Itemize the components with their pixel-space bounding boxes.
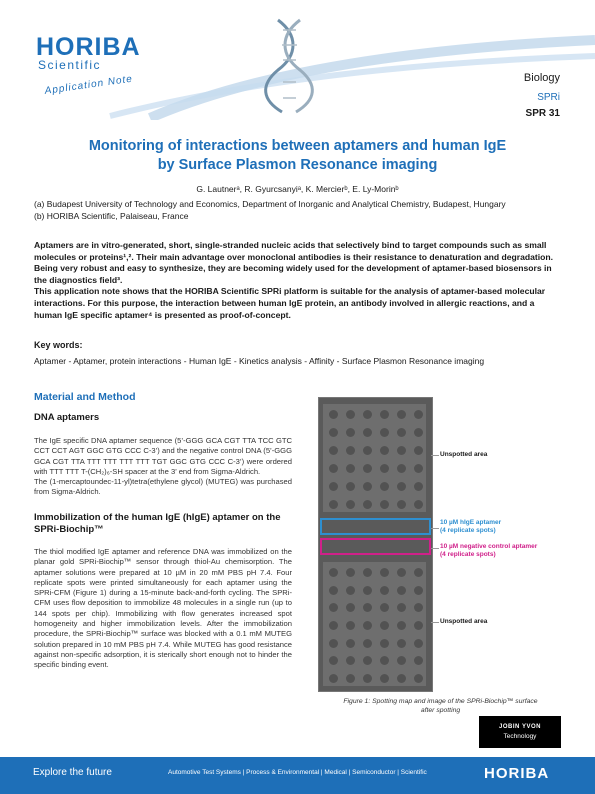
chip-spot xyxy=(414,482,423,491)
figure-caption xyxy=(318,697,563,715)
chip-spot xyxy=(346,446,355,455)
leader-line-control xyxy=(431,548,439,549)
subcategory-label: SPRi xyxy=(537,92,560,103)
label-control-line-1: 10 µM negative control aptamer xyxy=(440,543,538,550)
footer-tagline: Explore the future xyxy=(33,767,112,778)
chip-spot xyxy=(363,568,372,577)
section-heading: Material and Method xyxy=(34,391,136,403)
chip-spot xyxy=(329,674,338,683)
chip-spot xyxy=(397,621,406,630)
horiba-logo-subtitle: Scientific xyxy=(38,58,102,72)
document-code: SPR 31 xyxy=(525,108,560,119)
chip-spot xyxy=(363,639,372,648)
chip-spot xyxy=(380,621,389,630)
chip-spot xyxy=(380,410,389,419)
chip-spot xyxy=(329,586,338,595)
abstract xyxy=(34,240,562,321)
label-aptamer xyxy=(440,519,501,535)
chip-spot xyxy=(397,482,406,491)
chip-spot xyxy=(346,568,355,577)
chip-spot xyxy=(329,656,338,665)
label-control xyxy=(440,543,537,559)
dna-aptamers-text xyxy=(34,436,292,498)
authors: G. Lautnerᵃ, R. Gyurcsanyiᵃ, K. Mercierᵇ, E. Ly-Morinᵇ xyxy=(196,184,399,194)
chip-spot xyxy=(329,639,338,648)
abstract-paragraph-2: This application note shows that the HORIBA Scientific SPRi platform is suitable for the analysis of aptamer-based molecular interactions. For this purpose, the interaction between human IgE protein, an antibody involved in allergic reactions, and a human IgE specific aptamer⁴ is presented as proof-of-concept. xyxy=(34,286,546,320)
leader-line-aptamer xyxy=(431,528,439,529)
chip-spot xyxy=(363,410,372,419)
document-title xyxy=(40,137,555,175)
label-aptamer-line-1: 10 µM hIgE aptamer xyxy=(440,519,502,526)
chip-spot xyxy=(414,674,423,683)
chip-spot xyxy=(380,639,389,648)
title-line-2: by Surface Plasmon Resonance imaging xyxy=(157,157,438,173)
chip-spot xyxy=(414,568,423,577)
chip-spot xyxy=(397,639,406,648)
subheading-immobilization-line-2: SPRi-Biochip™ xyxy=(34,524,104,535)
chip-spot xyxy=(380,674,389,683)
chip-spot xyxy=(346,410,355,419)
chip-spot xyxy=(414,446,423,455)
dna-aptamers-paragraph-2: The (1-mercaptoundec-11-yl)tetra(ethylene glycol) (MUTEG) was purchased from Sigma-Aldrich. xyxy=(34,477,292,497)
chip-spot xyxy=(380,500,389,509)
chip-spot xyxy=(329,464,338,473)
chip-spot xyxy=(397,500,406,509)
chip-spot xyxy=(346,586,355,595)
unspotted-area-bottom xyxy=(323,562,426,686)
label-unspotted-top: Unspotted area xyxy=(440,451,488,458)
chip-spot xyxy=(380,464,389,473)
figure-caption-line-2: after spotting xyxy=(420,707,461,714)
chip-spot xyxy=(397,446,406,455)
chip-spot xyxy=(346,464,355,473)
unspotted-area-top xyxy=(323,404,426,512)
chip-spot xyxy=(414,586,423,595)
title-line-1: Monitoring of interactions between aptamers and human IgE xyxy=(88,138,507,154)
chip-spot xyxy=(363,586,372,595)
chip-spot xyxy=(329,428,338,437)
application-note-label: Application Note xyxy=(44,73,134,97)
chip-spot xyxy=(363,464,372,473)
chip-spot xyxy=(346,428,355,437)
chip-spot xyxy=(346,656,355,665)
chip-spot xyxy=(380,603,389,612)
chip-spot xyxy=(397,428,406,437)
chip-spot xyxy=(346,639,355,648)
horiba-logo: HORIBA xyxy=(36,33,141,61)
keywords-heading: Key words: xyxy=(34,340,83,350)
dna-helix-icon xyxy=(266,20,313,112)
chip-spot xyxy=(346,674,355,683)
subheading-immobilization-line-1: Immobilization of the human IgE (hIgE) aptamer on the xyxy=(34,512,281,523)
chip-spot xyxy=(329,603,338,612)
chip-spot xyxy=(346,482,355,491)
chip-spot xyxy=(363,656,372,665)
chip-spot xyxy=(380,428,389,437)
chip-spot xyxy=(380,656,389,665)
subheading-dna-aptamers: DNA aptamers xyxy=(34,412,100,423)
affiliation-a: (a) Budapest University of Technology and Economics, Department of Inorganic and Analytical Chemistry, Budapest, Hungary xyxy=(34,199,506,209)
chip-spot xyxy=(363,603,372,612)
chip-spot xyxy=(397,656,406,665)
chip-spot xyxy=(414,500,423,509)
chip-spot xyxy=(363,446,372,455)
chip-spot xyxy=(397,568,406,577)
chip-spot xyxy=(329,482,338,491)
chip-spot xyxy=(414,603,423,612)
leader-line-bottom xyxy=(431,622,439,623)
chip-spot xyxy=(363,674,372,683)
chip-spot xyxy=(363,500,372,509)
immobilization-text xyxy=(34,547,292,671)
spri-biochip-image xyxy=(318,397,433,692)
chip-spot xyxy=(380,568,389,577)
jobin-yvon-badge xyxy=(479,716,561,748)
chip-spot xyxy=(414,621,423,630)
affiliation-b: (b) HORIBA Scientific, Palaiseau, France xyxy=(34,211,189,221)
chip-spot xyxy=(414,656,423,665)
subheading-immobilization xyxy=(34,512,292,536)
jobin-yvon-badge-line-2: Technology xyxy=(503,733,537,740)
chip-spot xyxy=(414,639,423,648)
label-control-line-2: (4 replicate spots) xyxy=(440,551,496,558)
chip-spot xyxy=(380,586,389,595)
label-unspotted-bottom: Unspotted area xyxy=(440,618,488,625)
chip-spot xyxy=(397,603,406,612)
chip-spot xyxy=(363,482,372,491)
abstract-paragraph-1: Aptamers are in vitro-generated, short, single-stranded nucleic acids that selectively bind to target compounds such as small molecules or proteins¹,². Their main advantage over monoclonal antibodies is their resistance to denaturation and degradation. Being very robust and easy to synthesize, they are becoming widely used for the development of aptamer-based biosensors in the diagnostics field³. xyxy=(34,240,554,285)
chip-spot xyxy=(380,482,389,491)
jobin-yvon-badge-line-1: JOBIN YVON xyxy=(499,724,541,730)
chip-spot xyxy=(380,446,389,455)
footer-segments: Automotive Test Systems | Process & Environmental | Medical | Semiconductor | Scientific xyxy=(168,769,427,776)
chip-spot xyxy=(329,410,338,419)
chip-spot xyxy=(363,428,372,437)
chip-spot xyxy=(414,428,423,437)
chip-spot xyxy=(363,621,372,630)
figure-caption-line-1: Figure 1: Spotting map and image of the SPRi-Biochip™ surface xyxy=(343,698,538,705)
chip-spot xyxy=(346,603,355,612)
footer-horiba-logo: HORIBA xyxy=(484,765,550,782)
immobilization-paragraph: The thiol modified IgE aptamer and reference DNA was immobilized on the planar gold SPRi-Biochip™ sensor through thiol-Au chemisorption. The aptamer solutions were prepared at 10 µM in 20 mM PBS pH 7.4. Four replicate spots were printed simultaneously for each aptamer using the SPRi-CFM (Figure 1) during a 15-minute back-and-forth cycling. The SPRi-CFM uses flow deposition to immobilize 48 molecules in a single run (up to 144 spots per chip). Immobilizing with flow generates increased spot homogeneity and higher immobilization levels. After the immobilization procedure, the SPRi-Biochip™ surface was blocked with a 0.1 mM MUTEG solution prepared in 10 mM PBS pH 7.4. While MUTEG has good resistance against non-specific adsorption, it is sterically short enough not to hinder the specific binding event. xyxy=(34,547,292,670)
leader-line-top xyxy=(431,455,439,456)
keywords-text: Aptamer - Aptamer, protein interactions - Human IgE - Kinetics analysis - Affinity - Surface Plasmon Resonance imaging xyxy=(34,356,485,366)
chip-spot xyxy=(414,464,423,473)
chip-spot xyxy=(329,621,338,630)
chip-spot xyxy=(329,500,338,509)
chip-spot xyxy=(329,446,338,455)
chip-spot xyxy=(329,568,338,577)
chip-spot xyxy=(414,410,423,419)
chip-spot xyxy=(346,621,355,630)
aptamer-spot-row-highlight xyxy=(320,518,431,535)
dna-aptamers-paragraph-1: The IgE specific DNA aptamer sequence (5’-GGG GCA CGT TTA TCC GTC CCT CCT AGT GGC GTG CCC C-3’) and the negative control DNA (5’-GGG GCA CGT TTA TTT TTT TTT TTT TGT GGC GTG CCC C-3’) were ordered with TTT TTT T-(CH₂)₆-SH spacer at the 3’ end from Sigma-Aldrich. xyxy=(34,436,292,476)
label-aptamer-line-2: (4 replicate spots) xyxy=(440,527,496,534)
category-label: Biology xyxy=(523,72,560,84)
chip-spot xyxy=(397,464,406,473)
control-spot-row-highlight xyxy=(320,538,431,555)
chip-spot xyxy=(346,500,355,509)
chip-spot xyxy=(397,586,406,595)
chip-spot xyxy=(397,410,406,419)
chip-spot xyxy=(397,674,406,683)
